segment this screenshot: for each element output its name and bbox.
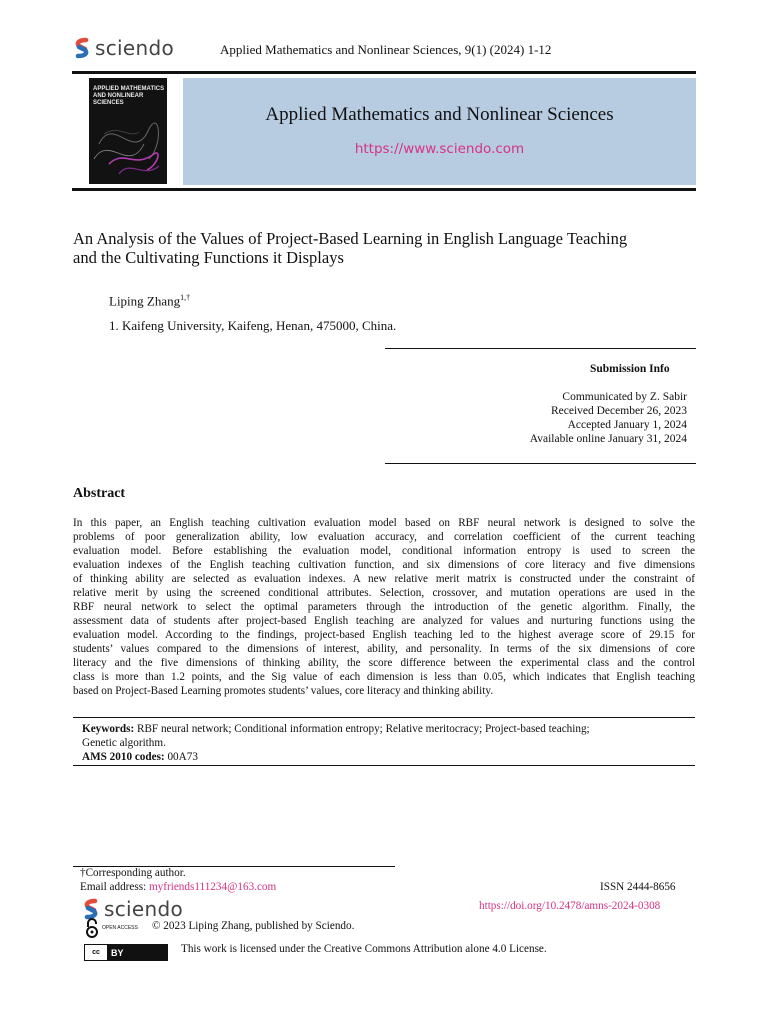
- corresponding-author-note: †Corresponding author.: [80, 867, 186, 879]
- author-name: [109, 293, 190, 309]
- journal-reference: Applied Mathematics and Nonlinear Sciences, 9(1) (2024) 1-12: [220, 42, 552, 57]
- sciendo-logo: [73, 36, 174, 60]
- license-statement: This work is licensed under the Creative Commons Attribution alone 4.0 License.: [181, 943, 547, 955]
- journal-cover-image: [89, 78, 167, 184]
- submission-top-rule: [385, 348, 696, 349]
- affiliation: 1. Kaifeng University, Kaifeng, Henan, 475000, China.: [109, 318, 397, 333]
- open-access-badge: [84, 918, 138, 938]
- email-line: [80, 881, 276, 893]
- abstract-body: [73, 516, 695, 698]
- keywords-line-1: RBF neural network; Conditional information entropy; Relative meritocracy; Project-based teaching;: [134, 723, 590, 735]
- author-name-text: Liping Zhang: [109, 293, 181, 309]
- communicated-by: Communicated by Z. Sabir: [562, 391, 687, 403]
- banner-url-link[interactable]: https://www.sciendo.com: [354, 141, 525, 157]
- abstract-line: assessment data of students after project-based English teaching are analyzed for values and nurturing functions using the: [73, 615, 695, 627]
- keywords-label: Keywords:: [82, 723, 135, 735]
- abstract-line: evaluation indexes of the English teaching cultivation function, and six dimensions of core literacy and five dimensions: [73, 559, 695, 571]
- cc-badge-left: cc: [85, 945, 107, 960]
- received-date: Received December 26, 2023: [550, 405, 687, 417]
- open-access-icon: [84, 918, 100, 938]
- keywords-block: [82, 722, 682, 764]
- email-link[interactable]: myfriends111234@163.com: [148, 881, 277, 893]
- sciendo-wordmark: sciendo: [95, 36, 174, 60]
- copyright-notice: © 2023 Liping Zhang, published by Sciendo.: [152, 920, 355, 932]
- ams-codes-value: 00A73: [164, 751, 198, 763]
- abstract-line: students’ values compared to the dimensions of interest, ability, and personality. In terms of the six dimensions of core: [73, 643, 695, 655]
- keywords-bottom-rule: [73, 765, 695, 766]
- submission-info-heading: Submission Info: [590, 363, 670, 375]
- abstract-line: evaluation model. According to the findings, project-based English teaching led to the highest average score of 29.15 for: [73, 629, 695, 641]
- author-superscript: 1,†: [180, 293, 191, 302]
- journal-banner: [183, 78, 696, 185]
- doi-link[interactable]: https://doi.org/10.2478/amns-2024-0308: [479, 900, 661, 912]
- abstract-line: literacy and the five dimensions of thinking ability, the score difference between the experimental class and the control: [73, 657, 695, 669]
- abstract-line: of thinking ability are selected as evaluation indexes. A new relative merit matrix is constructed under the constraint of: [73, 573, 695, 585]
- abstract-line: In this paper, an English teaching cultivation evaluation model based on RBF neural network is designed to solve the: [73, 517, 695, 529]
- abstract-line: RBF neural network to select the optimal parameters through the introduction of the genetic algorithm. Finally, the: [73, 601, 695, 613]
- sciendo-logo-icon: [82, 898, 100, 920]
- issn: ISSN 2444-8656: [600, 881, 676, 893]
- paper-title-line-2: and the Cultivating Functions it Displays: [73, 248, 344, 267]
- cover-title: APPLIED MATHEMATICS AND NONLINEAR SCIENCES: [93, 86, 165, 106]
- abstract-line: relative merit by using the screened conditional attributes. Selection, crossover, and mutation operations are used in the: [73, 587, 695, 599]
- cc-badge-right: BY: [107, 945, 167, 960]
- ams-codes-label: AMS 2010 codes:: [82, 751, 165, 763]
- header-top-rule: [72, 71, 696, 74]
- open-access-label: OPEN ACCESS: [102, 925, 138, 931]
- accepted-date: Accepted January 1, 2024: [567, 419, 687, 431]
- cc-by-badge-icon[interactable]: [84, 944, 168, 961]
- header-bottom-rule: [72, 188, 696, 191]
- abstract-line: evaluation model. Before establishing the evaluation model, conditional information entropy is used to screen the: [73, 545, 695, 557]
- paper-title: [73, 229, 713, 267]
- submission-bottom-rule: [385, 463, 696, 464]
- cover-art-icon: [89, 104, 167, 184]
- abstract-heading: Abstract: [73, 486, 126, 501]
- keywords-line-2: Genetic algorithm.: [82, 737, 166, 749]
- abstract-line: class is more than 1.2 points, and the Sig value of each dimension is less than 0.05, which indicates that English teaching: [73, 671, 695, 683]
- abstract-line: problems of poor generalization ability, low evaluation accuracy, and correlation coefficient of the current teaching: [73, 531, 695, 543]
- sciendo-logo-icon: [73, 37, 91, 59]
- footer-sciendo-wordmark: sciendo: [104, 897, 183, 921]
- email-label: Email address:: [80, 881, 149, 893]
- online-date: Available online January 31, 2024: [529, 433, 687, 445]
- paper-title-line-1: An Analysis of the Values of Project-Based Learning in English Language Teaching: [73, 229, 628, 248]
- abstract-line: based on Project-Based Learning promotes students’ values, core literacy and thinking ability.: [73, 685, 494, 697]
- banner-journal-title: Applied Mathematics and Nonlinear Sciences: [265, 104, 614, 125]
- keywords-top-rule: [73, 717, 695, 718]
